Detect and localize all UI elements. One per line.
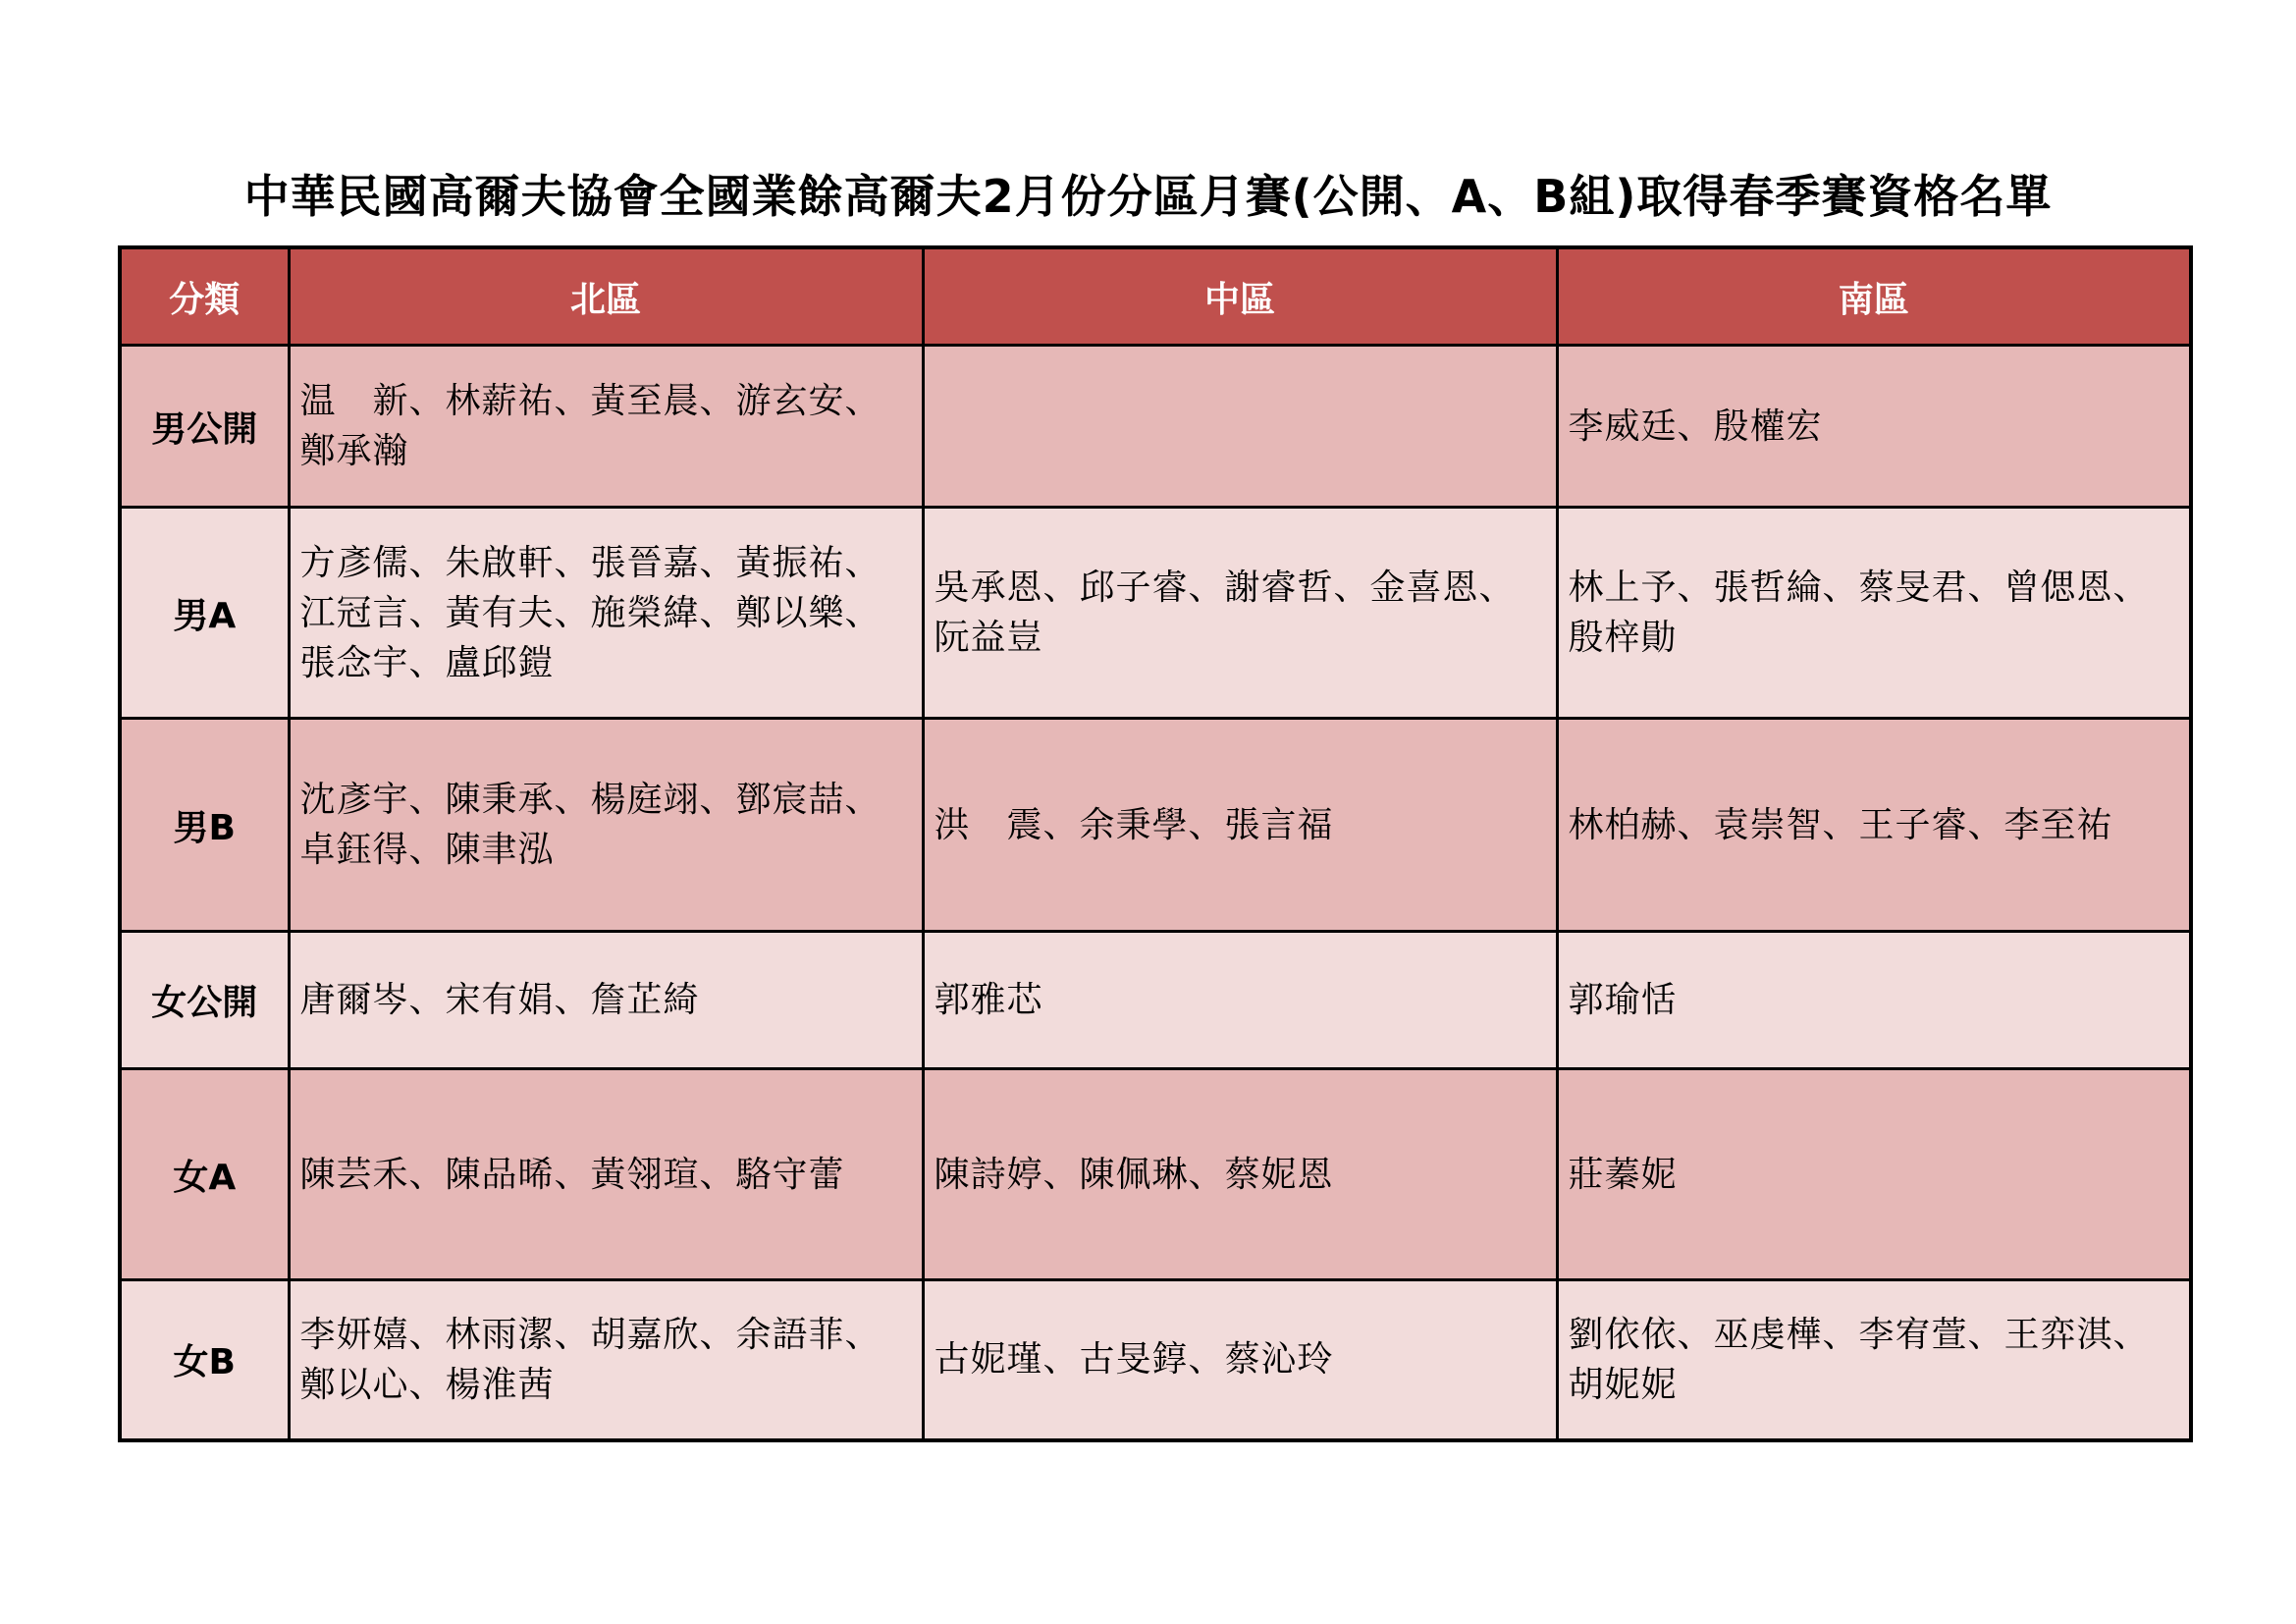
south-cell: 林上予、張哲綸、蔡旻君、曾偲恩、殷梓勛 (1557, 508, 2191, 719)
category-cell: 女B (120, 1280, 289, 1440)
document-title: 中華民國高爾夫協會全國業餘高爾夫2月份分區月賽(公開、A、B組)取得春季賽資格名單 (243, 170, 2053, 223)
header-central: 中區 (923, 247, 1557, 346)
central-cell: 洪 震、余秉學、張言福 (923, 719, 1557, 932)
south-cell: 李威廷、殷權宏 (1557, 346, 2191, 508)
south-cell: 林柏赫、袁崇智、王子睿、李至祐 (1557, 719, 2191, 932)
category-cell: 女公開 (120, 932, 289, 1069)
table-row (120, 508, 2191, 719)
north-cell: 陳芸禾、陳品晞、黃翎瑄、駱守蕾 (289, 1069, 923, 1280)
north-cell: 李妍嬉、林雨潔、胡嘉欣、余語菲、鄭以心、楊淮茜 (289, 1280, 923, 1440)
south-cell: 劉依依、巫虔樺、李宥萱、王弈淇、胡妮妮 (1557, 1280, 2191, 1440)
north-cell: 温 新、林薪祐、黃至晨、游玄安、鄭承瀚 (289, 346, 923, 508)
central-cell: 郭雅芯 (923, 932, 1557, 1069)
header-south: 南區 (1557, 247, 2191, 346)
table-row (120, 932, 2191, 1069)
south-cell: 莊蓁妮 (1557, 1069, 2191, 1280)
table-row (120, 1069, 2191, 1280)
table-row (120, 1280, 2191, 1440)
central-cell: 古妮瑾、古旻錞、蔡沁玲 (923, 1280, 1557, 1440)
category-cell: 男公開 (120, 346, 289, 508)
category-cell: 女A (120, 1069, 289, 1280)
table-row (120, 346, 2191, 508)
table-header-row (120, 247, 2191, 346)
header-north: 北區 (289, 247, 923, 346)
north-cell: 沈彥宇、陳秉承、楊庭翊、鄧宸喆、卓鈺得、陳聿泓 (289, 719, 923, 932)
central-cell: 吳承恩、邱子睿、謝睿哲、金喜恩、阮益豈 (923, 508, 1557, 719)
south-cell: 郭瑜恬 (1557, 932, 2191, 1069)
category-cell: 男A (120, 508, 289, 719)
qualifier-table (118, 245, 2193, 1442)
category-cell: 男B (120, 719, 289, 932)
north-cell: 方彥儒、朱啟軒、張晉嘉、黃振祐、江冠言、黃有夫、施榮緯、鄭以樂、張念宇、盧邱鎧 (289, 508, 923, 719)
north-cell: 唐爾岑、宋有娟、詹芷綺 (289, 932, 923, 1069)
table-row (120, 719, 2191, 932)
header-category: 分類 (120, 247, 289, 346)
central-cell (923, 346, 1557, 508)
central-cell: 陳詩婷、陳佩琳、蔡妮恩 (923, 1069, 1557, 1280)
